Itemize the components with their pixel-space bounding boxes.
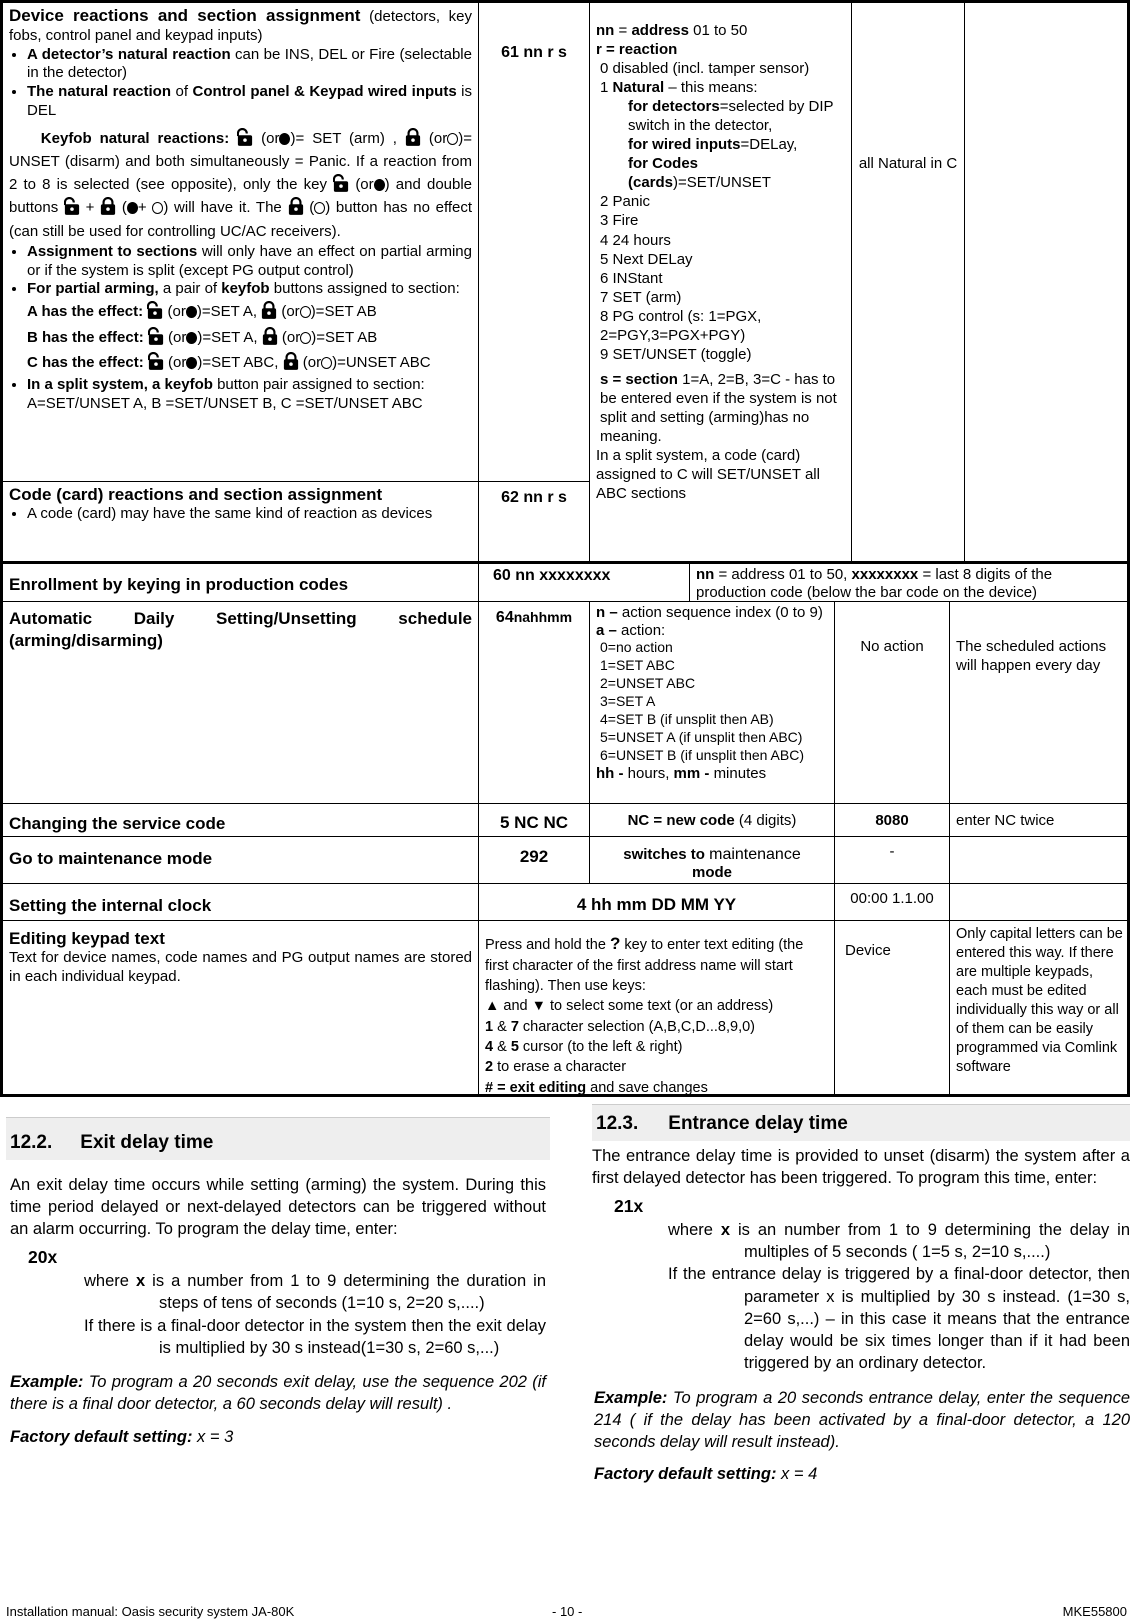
exit-delay-section: 12.2. Exit delay time An exit delay time occurs while setting (arming) the system. During this time period delayed or next-delayed detectors can be triggered without an alarm occurring. To program the delay time, enter: 20x where x is a number from 1 to 9 determining the duration in steps of tens of seconds (1=10 s, 2=20 s,....) If there is a final-door detector in the system then the exit delay is multiplied by 30 s instead(1=30 s, 2=60 s,...) Example: To program a 20 seconds exit delay, use the sequence 202 (if there is a final door detector, a 60 seconds delay will result) . Factory default setting: x = 3 — [6, 1117, 550, 1458]
row1-parameters: nn = address 01 to 50 r = reaction 0 disabled (incl. tamper sensor) 1 Natural – this means: for detectors=selected by DIP switch in the detector, for wired inputs=DELay, for Codes (cards)=SET/UNSET 2 Panic 3 Fire 4 24 hours 5 Next DELay 6 INStant 7 SET (arm) 8 PG control (s: 1=PGX, 2=PGY,3=PGX+PGY) 9 SET/UNSET (toggle) s = section 1=A, 2=B, 3=C - has to be entered even if the system is not split and setting (arming)has no meaning. In a split system, a code (card) assigned to C will SET/UNSET all ABC sections — [589, 3, 851, 561]
row3-default: No action — [834, 601, 949, 803]
down-arrow-icon: ▼ — [531, 998, 546, 1015]
row1-note — [964, 3, 1130, 561]
action-item: 6=UNSET B (if unsplit then ABC) — [600, 746, 804, 763]
row4-note: enter NC twice — [949, 803, 1130, 836]
empty-button-icon — [152, 202, 163, 214]
row7-parameters: Press and hold the ? key to enter text editing (the first character of the first address name will start flashing). Then use keys: ▲ and ▼ to select some text (or an address) 1 & 7 character selection (A,B,C,D...8,9,0) 4 & 5 cursor (to the left & right) 2 to erase a character # = exit editing and save changes — [478, 920, 834, 1097]
row5-parameters: switches to maintenance mode — [589, 836, 834, 883]
row6-description: Setting the internal clock — [3, 883, 478, 920]
exit-delay-heading: 12.2. Exit delay time — [6, 1117, 550, 1160]
row5-note — [949, 836, 1130, 883]
row7-default: Device — [834, 920, 949, 1097]
row6-code: 4 hh mm DD MM YY — [478, 883, 834, 920]
empty-button-icon — [321, 357, 332, 369]
lock-closed-icon — [288, 197, 304, 215]
footer-doc-code: MKE55800 — [1062, 1604, 1127, 1619]
action-item: 3=SET A — [600, 693, 656, 710]
lock-open-icon — [148, 352, 164, 370]
row3-parameters: n – action sequence index (0 to 9) a – action: 0=no action 1=SET ABC 2=UNSET ABC 3=SET A 4=SET B (if unsplit then AB) 5=UNSET A (if unsplit then ABC) 6=UNSET B (if unsplit then ABC) hh - hours, mm - minutes — [589, 601, 834, 803]
row1b-description: Code (card) reactions and section assignment • A code (card) may have the same kind of reaction as devices — [3, 481, 478, 561]
row3-description: Automatic Daily Setting/Unsetting schedule (arming/disarming) — [3, 601, 478, 803]
filled-button-icon — [127, 202, 138, 214]
lock-open-icon — [333, 174, 349, 192]
lock-closed-icon — [262, 327, 278, 345]
row1b-code: 62 nn r s — [478, 481, 589, 561]
action-item: 5=UNSET A (if unsplit then ABC) — [600, 728, 803, 745]
lock-open-icon — [148, 327, 164, 345]
row1-default: all Natural in C — [851, 3, 964, 561]
row4-code: 5 NC NC — [478, 803, 589, 836]
empty-button-icon — [300, 306, 311, 318]
entrance-delay-section: 12.3. Entrance delay time The entrance delay time is provided to unset (disarm) the system after a first delayed detector has been triggered. To program this time, enter: 21x where x is an number from 1 to 9 determining the delay in multiples of 5 seconds ( 1=5 s, 2=10 s,....) If the entrance delay is triggered by a final-door detector, then parameter x is multiplied by 30 s instead. (1=30 s, 2=60 s,...) – in this case it means that the entrance delay would be six times longer than if it had been triggered by an ordinary detector. Example: To program a 20 seconds entrance delay, enter the sequence 214 ( if the delay has been activated by a final-door detector, a 120 seconds delay will result instead). Factory default setting: x = 4 — [592, 1104, 1130, 1496]
row6-default: 00:00 1.1.00 — [834, 883, 949, 920]
up-arrow-icon: ▲ — [485, 998, 500, 1015]
action-item: 2=UNSET ABC — [600, 675, 696, 692]
filled-button-icon — [186, 357, 197, 369]
filled-button-icon — [279, 133, 290, 145]
row1-description: Device reactions and section assignment (detectors, key fobs, control panel and keypad inputs) • A detector’s natural reaction can be INS, DEL or Fire (selectable in the detector) • The natural reaction of Control panel & Keypad wired inputs is DEL Keyfob natural reactions: (or )= SET (arm) , (or )= UNSET (disarm) and both simultaneously = Panic. If a reaction from 2 to 8 is selected (see opposite), only the key (or ) and double buttons + ( + ) will have it. The ( ) button has no effect (can still be used for controlling UC/AC receivers). • Assignment to sections will only have an effect on partial arming or if the system is split (except PG output control) • For partial arming, a pair of keyfob buttons assigned to section: A has the effect: (or )=SET A, (or )=SET AB B has the effect: (or )=SET A, (or )=SET AB C has the effect: (or )=SET ABC, (or )=UNSET ABC • In a split system, a keyfob button pair assigned to section: A=SET/UNSET A, B =SET/UNSET B, C =SET/UNSET ABC — [3, 3, 478, 481]
entrance-delay-heading: 12.3. Entrance delay time — [592, 1104, 1130, 1141]
lock-open-icon — [237, 128, 253, 146]
row1-title: Device reactions and section assignment — [9, 6, 361, 25]
footer-page-number: - 10 - — [552, 1604, 583, 1619]
row7-note: Only capital letters can be entered this way. If there are multiple keypads, each must be edited individually this way or all of them can be easily programmed via Comlink software — [949, 920, 1130, 1097]
row6-note — [949, 883, 1130, 920]
lock-closed-icon — [261, 301, 277, 319]
row3-note: The scheduled actions will happen every day — [949, 601, 1130, 803]
footer-left: Installation manual: Oasis security system JA-80K — [6, 1604, 295, 1619]
lock-open-icon — [64, 197, 80, 215]
action-list — [596, 639, 828, 764]
row2-code: 60 nn xxxxxxxx — [478, 561, 689, 601]
lock-closed-icon — [100, 197, 116, 215]
filled-button-icon — [186, 306, 197, 318]
row5-default: - — [834, 836, 949, 883]
filled-button-icon — [374, 179, 385, 191]
lock-open-icon — [147, 301, 163, 319]
row4-parameters: NC = new code (4 digits) — [589, 803, 834, 836]
row5-description: Go to maintenance mode — [3, 836, 478, 883]
row2-parameters: nn = address 01 to 50, xxxxxxxx = last 8 digits of the production code (below the bar code on the device) — [689, 561, 1130, 601]
row2-description: Enrollment by keying in production codes — [3, 561, 478, 601]
empty-button-icon — [314, 202, 325, 214]
filled-button-icon — [186, 332, 197, 344]
action-item: 0=no action — [600, 639, 673, 656]
lock-closed-icon — [405, 128, 421, 146]
action-item: 4=SET B (if unsplit then AB) — [600, 711, 774, 727]
row5-code: 292 — [478, 836, 589, 883]
row4-default: 8080 — [834, 803, 949, 836]
row1-code: 61 nn r s — [478, 3, 589, 481]
row3-code: 64nahhmm — [478, 601, 589, 803]
row4-description: Changing the service code — [3, 803, 478, 836]
empty-button-icon — [447, 133, 458, 145]
row7-description: Editing keypad text Text for device names, code names and PG output names are stored in each individual keypad. — [3, 920, 478, 1097]
lock-closed-icon — [283, 352, 299, 370]
empty-button-icon — [300, 332, 311, 344]
action-item: 1=SET ABC — [600, 657, 675, 674]
